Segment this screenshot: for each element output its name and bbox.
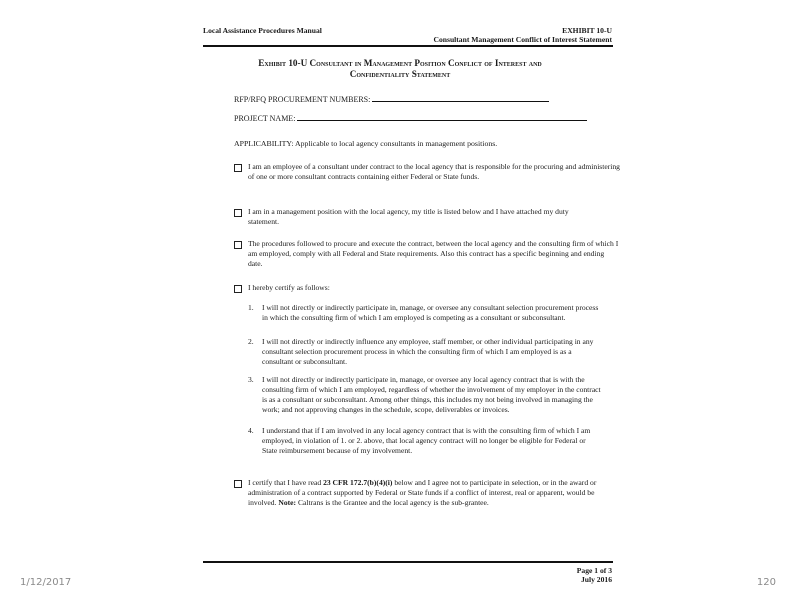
checkbox-item[interactable] <box>234 162 620 182</box>
title-line-1: Exhibit 10-U Consultant in Management Position Conflict of Interest and <box>258 58 542 68</box>
item-number: 1. <box>248 303 254 312</box>
final-text-mid: below and I agree not to participate in selection, or in the award or administration of a contract supported by Federal or State funds if a conflict of interest, real or apparent, would be involved. <box>248 478 597 507</box>
checkbox-label <box>248 478 620 508</box>
certification-item <box>248 426 602 456</box>
slide-date: 1/12/2017 <box>20 577 72 588</box>
certification-item <box>248 337 602 367</box>
slide-number: 120 <box>756 577 776 588</box>
checkbox[interactable] <box>234 285 242 293</box>
item-text: I will not directly or indirectly participate in, manage, or oversee any consultant selection procurement process in which the consulting firm of which I am employed is competing as a consultant or subconsultant. <box>262 303 599 322</box>
checkbox[interactable] <box>234 480 242 488</box>
checkbox[interactable] <box>234 209 242 217</box>
project-name-field[interactable] <box>234 112 587 124</box>
checkbox[interactable] <box>234 164 242 172</box>
certification-item <box>248 375 602 415</box>
title-line-2: Confidentiality Statement <box>349 69 451 79</box>
final-text-pre: I certify that I have read <box>248 478 324 487</box>
applicability-text: APPLICABILITY: Applicable to local agency consultants in management positions. <box>234 139 498 148</box>
checkbox-label: I am an employee of a consultant under contract to the local agency that is responsible for the procuring and administering of one or more consultant contracts containing either Federal or State funds. <box>248 162 620 181</box>
item-number: 3. <box>248 375 254 384</box>
page-number: Page 1 of 3 <box>576 566 612 575</box>
checkbox-item[interactable] <box>234 207 588 227</box>
revision-date: July 2016 <box>580 575 612 584</box>
project-name-label: PROJECT NAME: <box>234 114 296 123</box>
header-rule <box>203 45 613 47</box>
cfr-reference: 23 CFR 172.7(b)(4)(i) <box>323 478 393 487</box>
exhibit-subtitle: Consultant Management Conflict of Interest Statement <box>433 35 612 44</box>
procurement-numbers-field[interactable] <box>234 93 549 105</box>
document-title <box>200 58 600 80</box>
item-text: I will not directly or indirectly participate in, manage, or oversee any local agency contract that is with the consulting firm of which I am employed, regardless of whether the involvement of my employer in the contract is as a consultant or subconsultant. Among other things, this includes my not being involved in managing the work; and not approving changes in the schedule, scope, deliverables or invoices. <box>262 375 601 414</box>
item-text: I understand that if I am involved in any local agency contract that is with the consulting firm of which I am employed, in violation of 1. or 2. above, that local agency contract will no longer be eligible for Federal or State reimbursement because of my involvement. <box>262 426 591 455</box>
project-name-input[interactable] <box>297 112 587 121</box>
exhibit-label: EXHIBIT 10-U <box>562 26 612 35</box>
footer-rule <box>203 561 613 563</box>
checkbox-item[interactable] <box>234 239 620 269</box>
item-number: 2. <box>248 337 254 346</box>
manual-title: Local Assistance Procedures Manual <box>203 26 322 35</box>
item-number: 4. <box>248 426 254 435</box>
procurement-input[interactable] <box>372 93 549 102</box>
checkbox[interactable] <box>234 241 242 249</box>
procurement-label: RFP/RFQ PROCUREMENT NUMBERS: <box>234 95 371 104</box>
final-text-post: Caltrans is the Grantee and the local agency is the sub-grantee. <box>296 498 489 507</box>
certification-item <box>248 303 602 323</box>
cfr-certification-item[interactable] <box>234 478 620 508</box>
checkbox-item[interactable] <box>234 283 620 293</box>
note-label: Note: <box>278 498 297 507</box>
item-text: I will not directly or indirectly influence any employee, staff member, or other individual participating in any consultant selection procurement process in which the consulting firm of which I am employed is as a consultant or subconsultant. <box>262 337 594 366</box>
checkbox-label: I am in a management position with the local agency, my title is listed below and I have attached my duty statement. <box>248 207 569 226</box>
checkbox-label: I hereby certify as follows: <box>248 283 330 292</box>
checkbox-label: The procedures followed to procure and execute the contract, between the local agency and the consulting firm of which I am employed, comply with all Federal and State requirements. Also this contract has a specific beginning and ending date. <box>248 239 619 268</box>
